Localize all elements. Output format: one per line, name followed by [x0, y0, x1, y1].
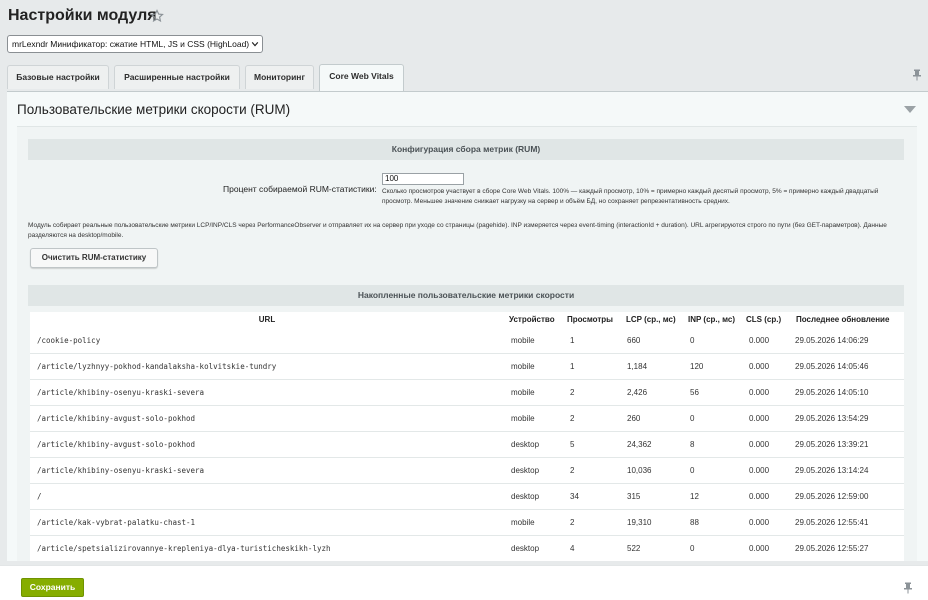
- cell-device: mobile: [511, 336, 535, 345]
- cell-cls: 0.000: [749, 466, 770, 475]
- cell-url: /article/kak-vybrat-palatku-chast-1: [37, 518, 196, 527]
- rum-percent-input[interactable]: 100: [382, 173, 464, 185]
- metrics-section-header: Накопленные пользовательские метрики скорости: [28, 285, 904, 306]
- cell-inp: 120: [690, 362, 704, 371]
- chevron-down-icon: [251, 40, 259, 48]
- metrics-table-header: [30, 312, 904, 328]
- cell-cls: 0.000: [749, 362, 770, 371]
- cell-url: /article/khibiny-avgust-solo-pokhod: [37, 440, 196, 449]
- table-row: [30, 510, 904, 536]
- table-row: [30, 328, 904, 354]
- cell-lcp: 260: [627, 414, 641, 423]
- cell-inp: 88: [690, 518, 699, 527]
- clear-rum-stats-button[interactable]: Очистить RUM-статистику: [30, 248, 158, 268]
- cell-device: desktop: [511, 492, 540, 501]
- cell-updated: 29.05.2026 14:05:46: [795, 362, 869, 371]
- cell-cls: 0.000: [749, 518, 770, 527]
- cell-updated: 29.05.2026 12:55:41: [795, 518, 869, 527]
- table-row: [30, 432, 904, 458]
- table-row: [30, 458, 904, 484]
- col-views: Просмотры: [567, 315, 614, 324]
- cell-updated: 29.05.2026 12:55:27: [795, 544, 869, 553]
- cell-updated: 29.05.2026 14:05:10: [795, 388, 869, 397]
- cell-url: /article/lyzhnyy-pokhod-kandalaksha-kolvitskie-tundry: [37, 362, 277, 371]
- col-cls: CLS (ср.): [746, 315, 782, 324]
- cell-lcp: 10,036: [627, 466, 652, 475]
- tab-content-panel: [7, 91, 928, 561]
- cell-views: 34: [570, 492, 579, 501]
- cell-lcp: 2,426: [627, 388, 648, 397]
- cell-device: desktop: [511, 544, 540, 553]
- cell-views: 2: [570, 466, 575, 475]
- cell-views: 2: [570, 388, 575, 397]
- tab-core-web-vitals[interactable]: Core Web Vitals: [319, 64, 404, 91]
- cell-device: desktop: [511, 440, 540, 449]
- cell-views: 1: [570, 362, 575, 371]
- collapse-arrow-icon[interactable]: [904, 106, 916, 114]
- cell-views: 2: [570, 518, 575, 527]
- module-description: Модуль собирает реальные пользовательские метрики LCP/INP/CLS через PerformanceObserver и отправляет их на сервер при уходе со страницы (pagehide). INP измеряется через event-timing (interactionId + duration). URL агрегируются строго по пути (без GET-параметров). Данные разделяются на desktop/mobile.: [28, 222, 887, 239]
- cell-views: 1: [570, 336, 575, 345]
- col-url: URL: [258, 315, 276, 324]
- config-section-header: Конфигурация сбора метрик (RUM): [28, 139, 904, 160]
- cell-inp: 0: [690, 466, 695, 475]
- page-header: [0, 0, 928, 92]
- cell-cls: 0.000: [749, 336, 770, 345]
- cell-views: 2: [570, 414, 575, 423]
- table-row: [30, 484, 904, 510]
- cell-views: 5: [570, 440, 575, 449]
- cell-lcp: 1,184: [627, 362, 648, 371]
- cell-url: /article/khibiny-avgust-solo-pokhod: [37, 414, 196, 423]
- cell-cls: 0.000: [749, 414, 770, 423]
- col-lcp: LCP (ср., мс): [626, 315, 676, 324]
- cell-updated: 29.05.2026 13:54:29: [795, 414, 869, 423]
- rum-percent-label: Процент собираемой RUM-статистики:: [223, 184, 377, 194]
- cell-url: /cookie-policy: [37, 336, 101, 345]
- cell-device: mobile: [511, 518, 535, 527]
- cell-lcp: 522: [627, 544, 641, 553]
- table-row: [30, 406, 904, 432]
- cell-lcp: 19,310: [627, 518, 652, 527]
- cell-lcp: 24,362: [627, 440, 652, 449]
- cell-cls: 0.000: [749, 388, 770, 397]
- tab-advanced-settings[interactable]: Расширенные настройки: [114, 65, 240, 89]
- cell-updated: 29.05.2026 14:06:29: [795, 336, 869, 345]
- cell-device: mobile: [511, 362, 535, 371]
- save-button[interactable]: Сохранить: [21, 578, 84, 597]
- cell-lcp: 660: [627, 336, 641, 345]
- cell-updated: 29.05.2026 13:39:21: [795, 440, 869, 449]
- module-select[interactable]: [7, 35, 263, 53]
- star-icon[interactable]: [150, 9, 164, 23]
- tab-basic-settings[interactable]: Базовые настройки: [7, 65, 109, 89]
- col-updated: Последнее обновление: [796, 315, 890, 324]
- table-row: [30, 536, 904, 561]
- table-row: [30, 380, 904, 406]
- cell-updated: 29.05.2026 12:59:00: [795, 492, 869, 501]
- table-row: [30, 354, 904, 380]
- cell-lcp: 315: [627, 492, 641, 501]
- cell-url: /article/spetsializirovannye-krepleniya-dlya-turisticheskikh-lyzh: [37, 544, 331, 553]
- cell-url: /: [37, 492, 42, 501]
- cell-inp: 0: [690, 544, 695, 553]
- tab-monitoring[interactable]: Мониторинг: [245, 65, 314, 89]
- cell-url: /article/khibiny-osenyu-kraski-severa: [37, 466, 205, 475]
- cell-cls: 0.000: [749, 440, 770, 449]
- pin-icon[interactable]: [903, 582, 913, 594]
- cell-inp: 0: [690, 336, 695, 345]
- section-title: Пользовательские метрики скорости (RUM): [17, 102, 291, 117]
- col-device: Устройство: [509, 315, 555, 324]
- cell-inp: 12: [690, 492, 699, 501]
- cell-url: /article/khibiny-osenyu-kraski-severa: [37, 388, 205, 397]
- cell-inp: 8: [690, 440, 695, 449]
- module-select-value: mrLexndr Минификатор: сжатие HTML, JS и CSS (HighLoad): [12, 39, 250, 49]
- cell-inp: 56: [690, 388, 699, 397]
- cell-device: mobile: [511, 388, 535, 397]
- page-title: Настройки модуля: [8, 7, 157, 24]
- cell-cls: 0.000: [749, 544, 770, 553]
- cell-cls: 0.000: [749, 492, 770, 501]
- cell-updated: 29.05.2026 13:14:24: [795, 466, 869, 475]
- cell-device: mobile: [511, 414, 535, 423]
- cell-views: 4: [570, 544, 575, 553]
- pin-icon[interactable]: [912, 69, 922, 81]
- col-inp: INP (ср., мс): [688, 315, 736, 324]
- rum-percent-help: Сколько просмотров участвует в сборе Core Web Vitals. 100% — каждый просмотр, 10% = примерно каждый десятый просмотр, 5% = примерно каждый двадцатый просмотр. Меньшее значение снижает нагрузку на сервер и объём БД, но сохраняет репрезентативность средних.: [382, 188, 879, 205]
- footer-bar: [0, 565, 928, 600]
- cell-inp: 0: [690, 414, 695, 423]
- cell-device: desktop: [511, 466, 540, 475]
- section-body: [17, 126, 917, 561]
